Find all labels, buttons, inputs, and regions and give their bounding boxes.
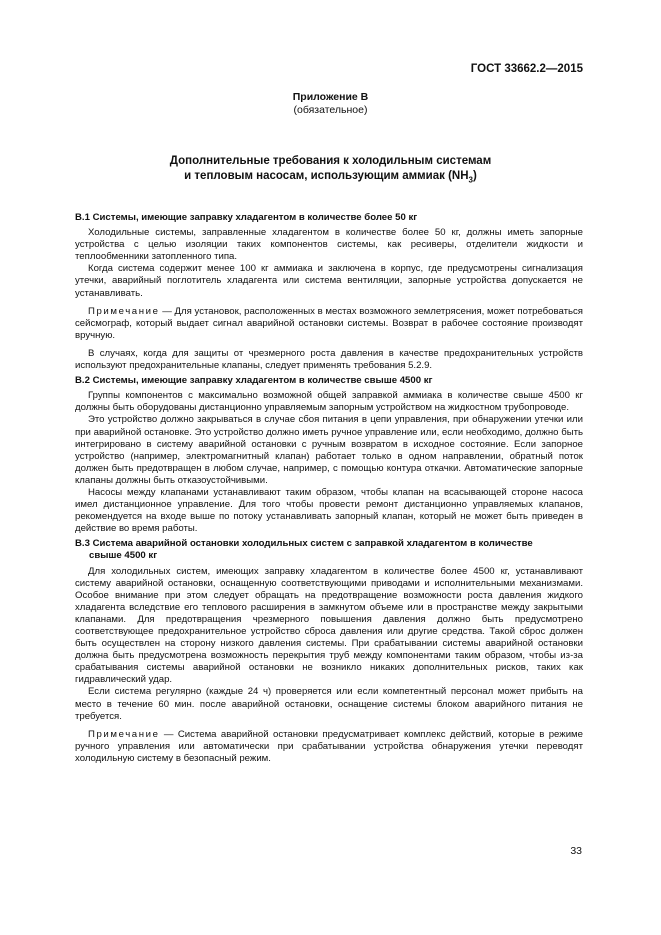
main-title-line2-end: ) <box>472 170 477 182</box>
section-b2-paragraph: Насосы между клапанами устанавливают таким образом, чтобы клапан на всасывающей стороне насоса имел дистанционное управление. Для того чтобы провести ремонт дистанционно управляемых клапанов, рекомендуется на входе выше по потоку устанавливать запорный клапан, который не может быть приведен в действие во время работы. <box>75 486 583 535</box>
note-text: — Для установок, расположенных в местах возможного землетрясения, может потребоваться сейсмограф, который выдает сигнал аварийной остановки системы. Возврат в рабочее состояние производят вручную. <box>75 305 583 341</box>
section-b2-paragraph: Группы компонентов с максимально возможной общей заправкой аммиака в количестве свыше 4500 кг должны быть оборудованы дистанционно управляемым запорным устройством на жидкостном трубопроводе. <box>75 390 583 414</box>
document-code: ГОСТ 33662.2—2015 <box>470 63 583 75</box>
main-title-subscript: 3 <box>468 175 473 185</box>
main-title-line2-text: и тепловым насосам, использующим аммиак (NH <box>184 170 469 182</box>
main-title <box>0 154 661 187</box>
appendix-title: Приложение В <box>292 91 369 103</box>
section-b1-paragraph: Когда система содержит менее 100 кг аммиака и заключена в корпус, где предусмотрены сигнализация утечки, аварийный поглотитель хладагента или система вентиляции, запорные устройства допускается не устанавливать. <box>75 263 583 299</box>
section-b3-heading-line2: свыше 4500 кг <box>89 550 158 562</box>
section-b3-note <box>75 729 583 765</box>
section-b3-paragraph: Для холодильных систем, имеющих заправку хладагентом в количестве более 4500 кг, устанавливают систему аварийной остановки, оснащенную соответствующими приводами и исполнительными механизмами. Особое внимание при этом следует обращать на предотвращение возможности роста давления жидкого хладагента вследствие его теплового расширения в замкнутом объеме или в пространстве между закрытыми клапанами. Для предотвращения чрезмерного повышения давления должно быть предусмотрено соответствующее предохранительное устройство сброса давления или другие средства. Такой сброс должен быть осуществлен на сторону низкого давления системы. При срабатывании системы аварийной остановки должна быть предусмотрена возможность перекрытия труб между компонентами таким образом, чтобы из-за срабатывания системы аварийной остановки не возникло никаких дополнительных рисков, таких как гидравлический удар. <box>75 565 583 686</box>
note-text: — Система аварийной остановки предусматривает комплекс действий, которые в режиме ручного управления или автоматически при срабатывании устройства обнаружения утечки переводят холодильную систему в безопасный режим. <box>75 728 583 764</box>
body-text <box>75 209 583 765</box>
section-b2-paragraph: Это устройство должно закрываться в случае сбоя питания в цепи управления, при обнаружении утечки или при аварийной остановке. Это устройство должно иметь ручное управление или, если необходимо, должно быть интегрировано в систему аварийной остановки с ручным возвратом в исходное состояние. Если запорное устройство (например, электромагнитный клапан) работает только в одном направлении, обратный поток должен быть предотвращен в любом случае, например, с помощью контура откачки. Автоматические запорные клапаны должны быть отказоустойчивыми. <box>75 414 583 486</box>
main-title-line1: Дополнительные требования к холодильным системам <box>169 155 492 167</box>
appendix-status: (обязательное) <box>293 104 368 116</box>
section-b3-heading <box>75 538 583 562</box>
section-b1-paragraph: Холодильные системы, заправленные хладагентом в количестве более 50 кг, должны иметь запорные устройства с целью изоляции таких компонентов системы, как ресиверы, отделители жидкости и теплообменники затопленного типа. <box>75 227 583 263</box>
section-b1-paragraph: В случаях, когда для защиты от чрезмерного роста давления в качестве предохранительных устройств используют предохранительные клапаны, следует применять требования 5.2.9. <box>75 347 583 372</box>
page-number: 33 <box>570 845 582 857</box>
note-label: Примечание <box>88 305 160 317</box>
main-title-line2 <box>0 169 661 187</box>
section-b3-heading-line1: В.3 Система аварийной остановки холодильных систем с заправкой хладагентом в количестве <box>75 538 533 550</box>
section-b2-heading: В.2 Системы, имеющие заправку хладагентом в количестве свыше 4500 кг <box>75 375 433 387</box>
section-b3-paragraph: Если система регулярно (каждые 24 ч) проверяется или если компетентный персонал может прибыть на место в течение 60 мин. после аварийной остановки, оснащение системы блоком аварийного питания не требуется. <box>75 686 583 722</box>
section-b1-heading: В.1 Системы, имеющие заправку хладагентом в количестве более 50 кг <box>75 212 418 223</box>
section-b1-note <box>75 306 583 342</box>
appendix-heading <box>0 91 661 117</box>
note-label: Примечание <box>88 728 160 740</box>
